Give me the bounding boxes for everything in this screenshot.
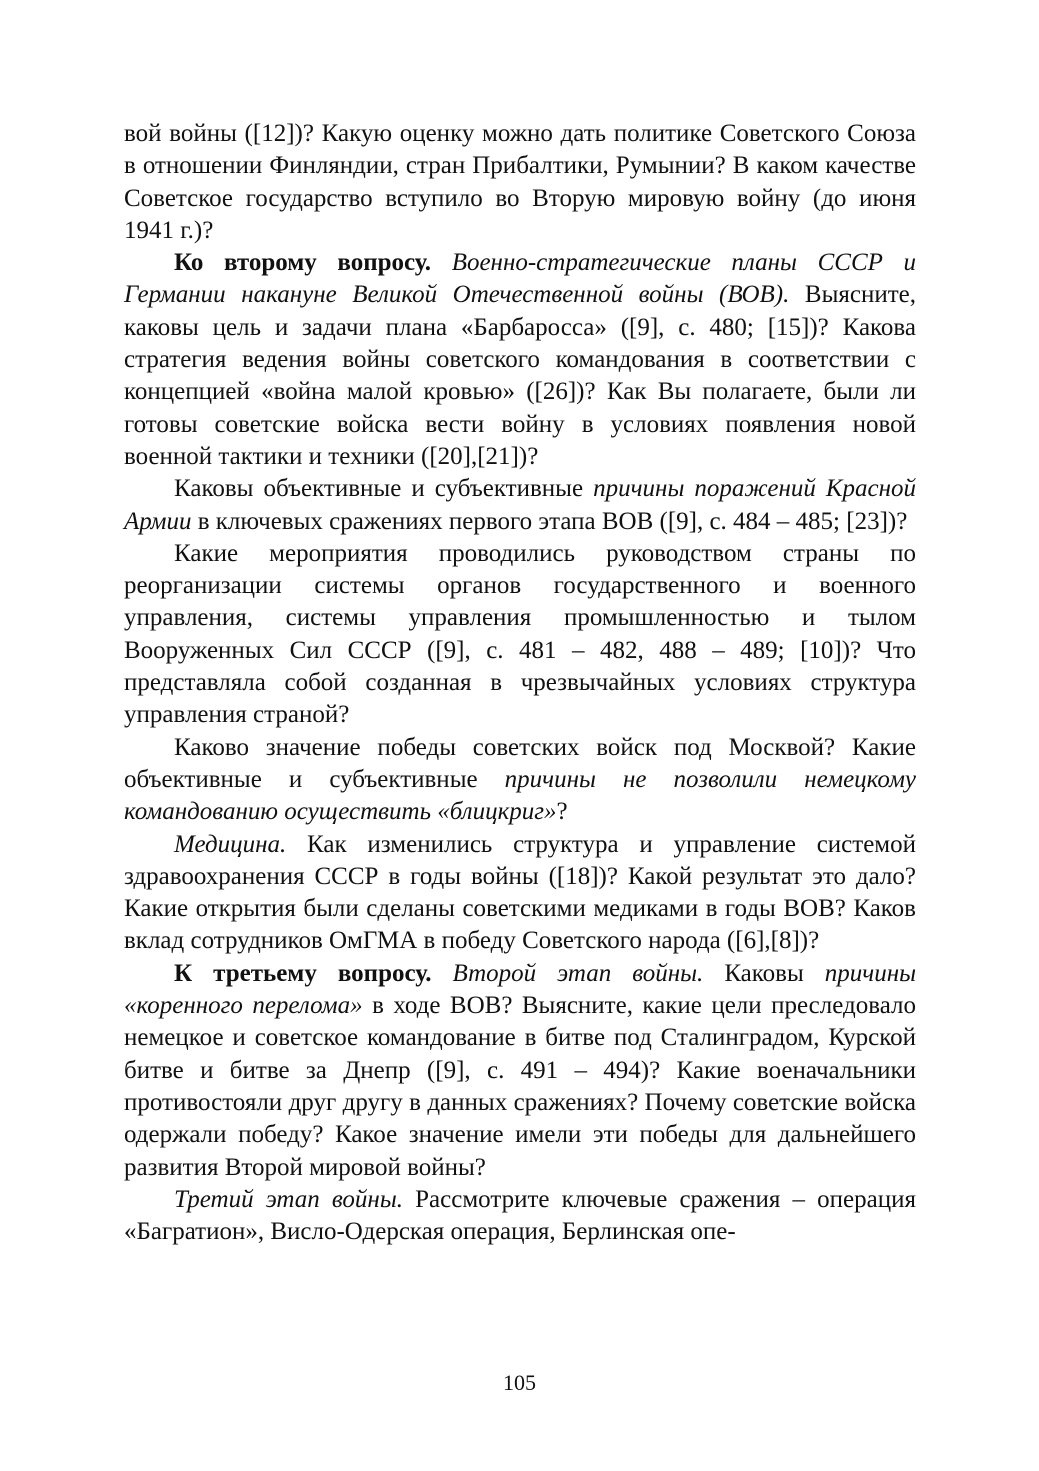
paragraph-text: Каково значение победы советских войск под Москвой? Какие объективные и субъективные [124,733,916,793]
paragraph-text: вой войны ([12])? Какую оценку можно дать политике Советского Союза в отношении Финляндии, стран Прибалтики, Румынии? В каком качестве Советское государство вступило во Вторую мировую войну (до июня 1941 г.)? [124,120,916,244]
italic-phrase: причины не позволили немецкому командованию осуществить «блицкриг» [124,765,917,826]
paragraph-text: Рассмотрите ключевые сражения – операция «Багратион», Висло-Одерская операция, Берлинская опе- [124,1185,917,1246]
italic-phrase: причины поражений Красной Армии [124,475,917,535]
question-heading: Ко второму вопросу. [174,249,432,277]
topic-title: Медицина. [174,830,287,858]
paragraph-6 [124,829,916,958]
paragraph-text: ? [556,798,568,826]
paragraph-7 [124,958,916,1184]
question-heading: К третьему вопросу. [174,959,432,987]
paragraph-text: Как изменились структура и управление системой здравоохранения СССР в годы войны ([18])? Какой результат это дало? Какие открытия были сделаны советскими медиками в годы ВОВ? Каков вклад сотрудников ОмГМА в победу Советского народа ([6],[8])? [124,830,916,955]
paragraph-text: в ходе ВОВ? Выясните, какие цели преследовало немецкое и советское командование в битве под Сталинградом, Курской битве и битве за Днепр ([9], с. 491 – 494)? Какие военачальники противостояли друг другу в данных сражениях? Почему советские войска одержали победу? Какое значение имели эти победы для дальнейшего развития Второй мировой войны? [124,992,917,1181]
paragraph-5 [124,732,916,829]
paragraph-4 [124,538,916,732]
paragraph-1 [124,118,916,247]
paragraph-text: Выясните, каковы цель и задачи плана «Барбаросса» ([9], с. 480; [15])? Какова стратегия ведения войны советского командования в соответствии с концепцией «война малой кровью» ([26])? Как Вы полагаете, были ли готовы советские войска вести войну в условиях появления новой военной тактики и техники ([20],[21])? [124,281,916,470]
paragraph-text: Каковы объективные и субъективные [174,475,584,503]
italic-phrase: причины «коренного перелома» [124,959,917,1020]
paragraph-8 [124,1184,916,1249]
paragraph-text: в ключевых сражениях первого этапа ВОВ ([9], с. 484 – 485; [23])? [197,507,908,535]
document-page [124,118,916,1248]
topic-title: Военно-стратегические планы СССР и Германии накануне Великой Отечественной войны (ВОВ). [124,249,917,309]
page-number: 105 [503,1370,536,1395]
paragraph-text: Каковы [724,959,804,987]
paragraph-2 [124,247,916,473]
paragraph-text: Какие мероприятия проводились руководством страны по реорганизации системы органов государственного и военного управления, системы управления промышленностью и тылом Вооруженных Сил СССР ([9], с. 481 – 482, 488 – 489; [10])? Что представляла собой созданная в чрезвычайных условиях структура управления страной? [124,539,916,729]
paragraph-3 [124,473,916,538]
topic-title: Второй этап войны. [452,959,704,987]
topic-title: Третий этап войны. [174,1185,404,1213]
